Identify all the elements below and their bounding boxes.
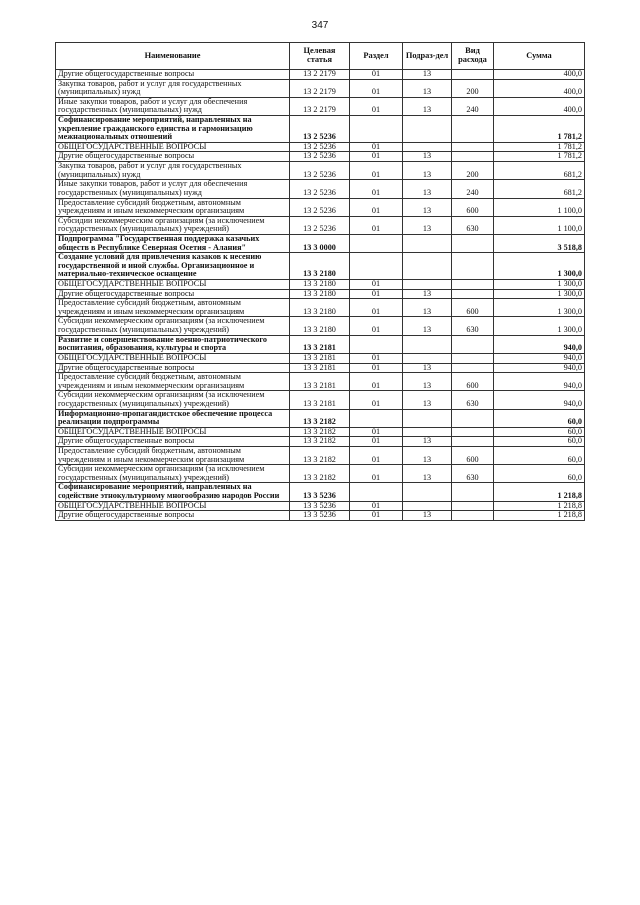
cell-type — [452, 437, 494, 447]
cell-code: 13 2 2179 — [290, 79, 350, 97]
cell-type: 600 — [452, 373, 494, 391]
cell-name: ОБЩЕГОСУДАРСТВЕННЫЕ ВОПРОСЫ — [56, 280, 290, 290]
cell-section: 01 — [350, 511, 403, 521]
header-subsection: Подраз-дел — [403, 43, 452, 70]
cell-subsection: 13 — [403, 198, 452, 216]
cell-name: Другие общегосударственные вопросы — [56, 437, 290, 447]
cell-name: Субсидии некоммерческим организациям (за исключением государственных (муниципальных) учреждений) — [56, 465, 290, 483]
cell-section: 01 — [350, 289, 403, 299]
cell-code: 13 3 2182 — [290, 427, 350, 437]
cell-subsection: 13 — [403, 391, 452, 409]
cell-code: 13 3 5236 — [290, 511, 350, 521]
cell-sum: 1 781,2 — [494, 142, 585, 152]
cell-subsection — [403, 353, 452, 363]
cell-code: 13 2 5236 — [290, 152, 350, 162]
cell-name: Субсидии некоммерческим организациям (за исключением государственных (муниципальных) учреждений) — [56, 317, 290, 335]
table-row — [56, 483, 585, 501]
cell-type: 630 — [452, 216, 494, 234]
cell-type — [452, 234, 494, 252]
table-row — [56, 446, 585, 464]
cell-type: 630 — [452, 317, 494, 335]
cell-code: 13 3 2180 — [290, 280, 350, 290]
cell-name: Создание условий для привлечения казаков к несению государственной и иной службы. Организационное и материально-техническое оснащение — [56, 253, 290, 280]
cell-type — [452, 142, 494, 152]
cell-subsection: 13 — [403, 97, 452, 115]
cell-section: 01 — [350, 353, 403, 363]
header-type: Вид расхода — [452, 43, 494, 70]
cell-code: 13 2 5236 — [290, 116, 350, 143]
cell-sum: 1 218,8 — [494, 483, 585, 501]
table-row — [56, 198, 585, 216]
cell-subsection — [403, 116, 452, 143]
cell-subsection — [403, 409, 452, 427]
cell-sum: 1 300,0 — [494, 253, 585, 280]
cell-subsection — [403, 483, 452, 501]
cell-section: 01 — [350, 446, 403, 464]
cell-sum: 400,0 — [494, 97, 585, 115]
cell-code: 13 3 2180 — [290, 317, 350, 335]
cell-type: 240 — [452, 97, 494, 115]
cell-section: 01 — [350, 152, 403, 162]
cell-name: Иные закупки товаров, работ и услуг для обеспечения государственных (муниципальных) нужд — [56, 97, 290, 115]
table-row — [56, 97, 585, 115]
cell-section — [350, 116, 403, 143]
table-row — [56, 409, 585, 427]
cell-sum: 940,0 — [494, 391, 585, 409]
cell-section: 01 — [350, 427, 403, 437]
cell-section: 01 — [350, 501, 403, 511]
table-row — [56, 142, 585, 152]
cell-sum: 681,2 — [494, 180, 585, 198]
cell-subsection — [403, 427, 452, 437]
cell-type: 600 — [452, 299, 494, 317]
table-row — [56, 253, 585, 280]
cell-section — [350, 234, 403, 252]
table-row — [56, 216, 585, 234]
table-row — [56, 427, 585, 437]
cell-section — [350, 409, 403, 427]
cell-section: 01 — [350, 216, 403, 234]
table-row — [56, 70, 585, 80]
cell-code: 13 2 5236 — [290, 198, 350, 216]
cell-sum: 60,0 — [494, 465, 585, 483]
cell-type — [452, 280, 494, 290]
cell-code: 13 3 2180 — [290, 253, 350, 280]
cell-code: 13 3 2181 — [290, 391, 350, 409]
cell-section: 01 — [350, 180, 403, 198]
cell-code: 13 3 2182 — [290, 446, 350, 464]
cell-code: 13 2 5236 — [290, 216, 350, 234]
cell-name: ОБЩЕГОСУДАРСТВЕННЫЕ ВОПРОСЫ — [56, 353, 290, 363]
table-row — [56, 353, 585, 363]
cell-code: 13 3 2182 — [290, 437, 350, 447]
cell-name: Закупка товаров, работ и услуг для государственных (муниципальных) нужд — [56, 162, 290, 180]
cell-name: Предоставление субсидий бюджетным, автономным учреждениям и иным некоммерческим организациям — [56, 198, 290, 216]
header-code: Целевая статья — [290, 43, 350, 70]
cell-name: Другие общегосударственные вопросы — [56, 511, 290, 521]
cell-subsection — [403, 501, 452, 511]
cell-name: Предоставление субсидий бюджетным, автономным учреждениям и иным некоммерческим организациям — [56, 446, 290, 464]
cell-code: 13 3 2181 — [290, 373, 350, 391]
cell-type — [452, 363, 494, 373]
cell-section — [350, 483, 403, 501]
cell-sum: 60,0 — [494, 409, 585, 427]
cell-subsection: 13 — [403, 299, 452, 317]
cell-subsection: 13 — [403, 162, 452, 180]
cell-section: 01 — [350, 363, 403, 373]
cell-code: 13 3 2181 — [290, 335, 350, 353]
cell-section: 01 — [350, 97, 403, 115]
cell-subsection: 13 — [403, 465, 452, 483]
cell-code: 13 3 2182 — [290, 465, 350, 483]
cell-section — [350, 253, 403, 280]
cell-type — [452, 427, 494, 437]
cell-subsection: 13 — [403, 437, 452, 447]
cell-subsection — [403, 234, 452, 252]
cell-name: ОБЩЕГОСУДАРСТВЕННЫЕ ВОПРОСЫ — [56, 142, 290, 152]
cell-section: 01 — [350, 70, 403, 80]
table-row — [56, 79, 585, 97]
page-number: 347 — [311, 20, 329, 31]
cell-section: 01 — [350, 142, 403, 152]
cell-type — [452, 483, 494, 501]
cell-sum: 400,0 — [494, 79, 585, 97]
cell-type — [452, 501, 494, 511]
cell-sum: 1 300,0 — [494, 280, 585, 290]
cell-type — [452, 253, 494, 280]
cell-section: 01 — [350, 198, 403, 216]
cell-sum: 1 300,0 — [494, 317, 585, 335]
cell-code: 13 3 5236 — [290, 501, 350, 511]
header-name: Наименование — [56, 43, 290, 70]
cell-name: Софинансирование мероприятий, направленных на содействие этнокультурному многообразию народов России — [56, 483, 290, 501]
cell-code: 13 3 2181 — [290, 363, 350, 373]
cell-section: 01 — [350, 299, 403, 317]
cell-subsection: 13 — [403, 446, 452, 464]
cell-code: 13 2 5236 — [290, 142, 350, 152]
cell-subsection — [403, 142, 452, 152]
cell-subsection: 13 — [403, 216, 452, 234]
table-row — [56, 501, 585, 511]
cell-type: 630 — [452, 391, 494, 409]
cell-name: Иные закупки товаров, работ и услуг для обеспечения государственных (муниципальных) нужд — [56, 180, 290, 198]
cell-sum: 1 781,2 — [494, 152, 585, 162]
table-row — [56, 234, 585, 252]
cell-sum: 3 518,8 — [494, 234, 585, 252]
cell-sum: 1 100,0 — [494, 216, 585, 234]
cell-type — [452, 511, 494, 521]
cell-section: 01 — [350, 317, 403, 335]
table-row — [56, 162, 585, 180]
cell-section: 01 — [350, 373, 403, 391]
cell-code: 13 2 2179 — [290, 70, 350, 80]
table-row — [56, 317, 585, 335]
table-row — [56, 373, 585, 391]
table-row — [56, 437, 585, 447]
cell-sum: 940,0 — [494, 363, 585, 373]
cell-type — [452, 335, 494, 353]
cell-section: 01 — [350, 465, 403, 483]
table-row — [56, 180, 585, 198]
cell-code: 13 2 2179 — [290, 97, 350, 115]
budget-table — [55, 42, 585, 521]
cell-sum: 940,0 — [494, 373, 585, 391]
cell-name: Предоставление субсидий бюджетным, автономным учреждениям и иным некоммерческим организациям — [56, 373, 290, 391]
cell-name: Предоставление субсидий бюджетным, автономным учреждениям и иным некоммерческим организациям — [56, 299, 290, 317]
cell-subsection: 13 — [403, 317, 452, 335]
cell-name: Подпрограмма "Государственная поддержка казачьих обществ в Республике Северная Осетия - Алания" — [56, 234, 290, 252]
cell-code: 13 2 5236 — [290, 180, 350, 198]
cell-section: 01 — [350, 437, 403, 447]
header-sum: Сумма — [494, 43, 585, 70]
cell-type — [452, 353, 494, 363]
table-row — [56, 152, 585, 162]
cell-name: Субсидии некоммерческим организациям (за исключением государственных (муниципальных) учреждений) — [56, 391, 290, 409]
table-row — [56, 289, 585, 299]
cell-subsection: 13 — [403, 70, 452, 80]
cell-subsection — [403, 280, 452, 290]
cell-sum: 1 218,8 — [494, 511, 585, 521]
cell-subsection: 13 — [403, 289, 452, 299]
cell-subsection: 13 — [403, 152, 452, 162]
table-row — [56, 391, 585, 409]
cell-sum: 60,0 — [494, 446, 585, 464]
cell-name: Другие общегосударственные вопросы — [56, 152, 290, 162]
cell-section: 01 — [350, 391, 403, 409]
header-section: Раздел — [350, 43, 403, 70]
cell-name: ОБЩЕГОСУДАРСТВЕННЫЕ ВОПРОСЫ — [56, 427, 290, 437]
cell-type: 200 — [452, 79, 494, 97]
cell-sum: 1 300,0 — [494, 299, 585, 317]
cell-subsection: 13 — [403, 180, 452, 198]
cell-name: Другие общегосударственные вопросы — [56, 363, 290, 373]
table-header-row — [56, 43, 585, 70]
cell-subsection: 13 — [403, 363, 452, 373]
cell-type: 600 — [452, 446, 494, 464]
cell-section: 01 — [350, 162, 403, 180]
cell-name: ОБЩЕГОСУДАРСТВЕННЫЕ ВОПРОСЫ — [56, 501, 290, 511]
cell-code: 13 2 5236 — [290, 162, 350, 180]
cell-type — [452, 70, 494, 80]
table-row — [56, 511, 585, 521]
cell-type: 600 — [452, 198, 494, 216]
cell-name: Другие общегосударственные вопросы — [56, 70, 290, 80]
cell-name: Субсидии некоммерческим организациям (за исключением государственных (муниципальных) учреждений) — [56, 216, 290, 234]
cell-sum: 1 100,0 — [494, 198, 585, 216]
cell-name: Закупка товаров, работ и услуг для государственных (муниципальных) нужд — [56, 79, 290, 97]
cell-subsection — [403, 253, 452, 280]
cell-section: 01 — [350, 280, 403, 290]
table-row — [56, 299, 585, 317]
cell-type: 630 — [452, 465, 494, 483]
cell-sum: 60,0 — [494, 437, 585, 447]
cell-type — [452, 152, 494, 162]
cell-name: Софинансирование мероприятий, направленных на укрепление гражданского единства и гармонизацию межнациональных отношений — [56, 116, 290, 143]
cell-subsection — [403, 335, 452, 353]
cell-sum: 1 300,0 — [494, 289, 585, 299]
cell-code: 13 3 0000 — [290, 234, 350, 252]
table-row — [56, 363, 585, 373]
cell-code: 13 3 2180 — [290, 289, 350, 299]
cell-code: 13 3 2181 — [290, 353, 350, 363]
table-row — [56, 465, 585, 483]
table-row — [56, 116, 585, 143]
cell-name: Развитие и совершенствование военно-патриотического воспитания, образования, культуры и спорта — [56, 335, 290, 353]
cell-subsection: 13 — [403, 373, 452, 391]
cell-code: 13 3 5236 — [290, 483, 350, 501]
cell-subsection: 13 — [403, 79, 452, 97]
cell-sum: 400,0 — [494, 70, 585, 80]
table-row — [56, 335, 585, 353]
cell-name: Информационно-пропагандистское обеспечение процесса реализации подпрограммы — [56, 409, 290, 427]
table-row — [56, 280, 585, 290]
cell-sum: 1 781,2 — [494, 116, 585, 143]
cell-sum: 940,0 — [494, 353, 585, 363]
cell-code: 13 3 2180 — [290, 299, 350, 317]
cell-code: 13 3 2182 — [290, 409, 350, 427]
cell-subsection: 13 — [403, 511, 452, 521]
cell-type: 200 — [452, 162, 494, 180]
cell-sum: 1 218,8 — [494, 501, 585, 511]
cell-section — [350, 335, 403, 353]
cell-name: Другие общегосударственные вопросы — [56, 289, 290, 299]
cell-sum: 681,2 — [494, 162, 585, 180]
cell-sum: 940,0 — [494, 335, 585, 353]
cell-type: 240 — [452, 180, 494, 198]
cell-type — [452, 409, 494, 427]
cell-sum: 60,0 — [494, 427, 585, 437]
cell-type — [452, 289, 494, 299]
cell-type — [452, 116, 494, 143]
cell-section: 01 — [350, 79, 403, 97]
table-body — [56, 70, 585, 521]
